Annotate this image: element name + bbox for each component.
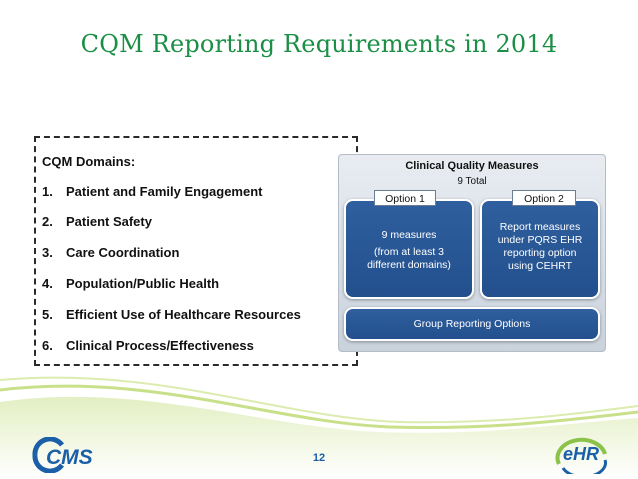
domains-heading: CQM Domains: (42, 154, 136, 169)
domain-label: Clinical Process/Effectiveness (66, 338, 254, 353)
slide-title: CQM Reporting Requirements in 2014 (80, 30, 558, 58)
domain-number: 3. (42, 245, 53, 260)
cms-logo-text: CMS (46, 446, 93, 469)
option2-line: Report measures (499, 221, 581, 233)
page-number: 12 (312, 452, 326, 464)
option2-line: using CEHRT (508, 260, 572, 272)
option1-label: Option 1 (374, 190, 436, 206)
option1-line: (from at least 3 (373, 246, 445, 258)
domain-number: 4. (42, 276, 53, 291)
cqm-diagram-title: Clinical Quality Measures (405, 160, 539, 172)
domain-label: Care Coordination (66, 245, 180, 260)
option2-line: under PQRS EHR (497, 234, 583, 246)
domain-number: 6. (42, 338, 53, 353)
option1-line: 9 measures (381, 229, 437, 241)
ehr-logo-text: eHR (563, 444, 600, 464)
option2-label: Option 2 (512, 190, 576, 206)
domain-number: 2. (42, 214, 53, 229)
ehr-logo (549, 432, 613, 474)
cms-logo (32, 437, 110, 473)
option2-line: reporting option (503, 247, 577, 259)
domain-item (42, 214, 152, 229)
domain-item (42, 338, 254, 353)
domain-item (42, 184, 263, 199)
domain-label: Patient and Family Engagement (66, 184, 263, 199)
domain-label: Patient Safety (66, 214, 152, 229)
option2-box (480, 199, 600, 299)
domain-item (42, 276, 219, 291)
domain-number: 5. (42, 307, 53, 322)
domain-item (42, 307, 301, 322)
option1-box (344, 199, 474, 299)
option1-line: different domains) (367, 259, 451, 271)
domain-label: Efficient Use of Healthcare Resources (66, 307, 301, 322)
cqm-diagram-subtitle: 9 Total (457, 176, 487, 187)
domain-label: Population/Public Health (66, 276, 220, 291)
group-reporting-box: Group Reporting Options (344, 307, 600, 341)
domain-number: 1. (42, 184, 53, 199)
domain-item (42, 245, 179, 260)
